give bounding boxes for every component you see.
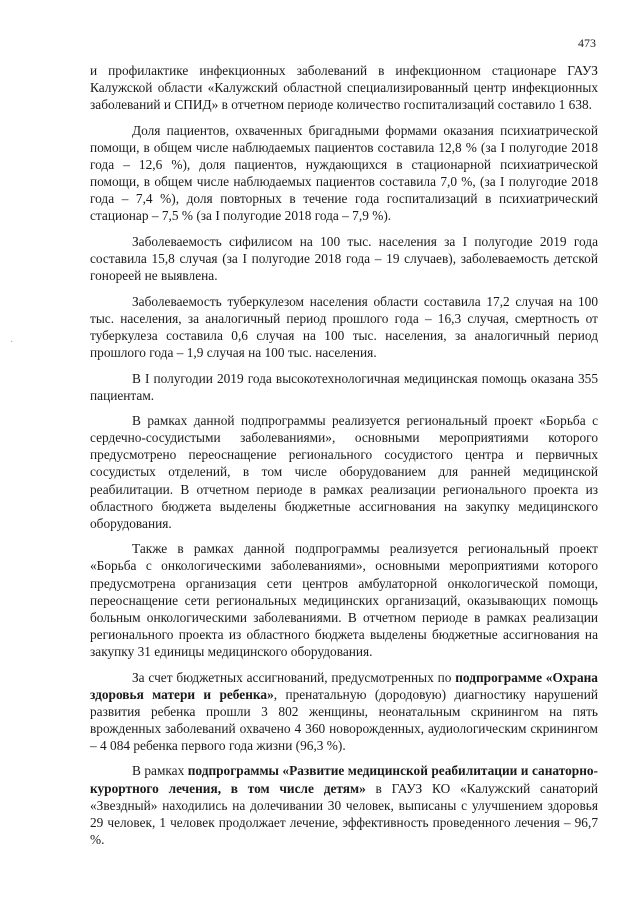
bold-text-run: подпрограмме «Охрана здоровья матери и ребенка» xyxy=(90,669,598,702)
paragraph xyxy=(90,62,598,113)
text-run: В рамках xyxy=(132,763,188,779)
paragraph xyxy=(90,233,598,284)
paragraph xyxy=(90,412,598,532)
text-run: За счет бюджетных ассигнований, предусмотренных по xyxy=(132,669,456,685)
paragraph xyxy=(90,540,598,660)
paragraph xyxy=(90,122,598,225)
document-body xyxy=(90,62,598,856)
text-run: Доля пациентов, охваченных бригадными формами оказания психиатрической помощи, в общем числе наблюдаемых пациентов составила 12,8 % (за I полугодие 2018 года – 12,6 %), доля пациентов, нуждающихся в стационарной психиатрической помощи, в общем числе наблюдаемых пациентов составила 7,0 %, (за I полугодие 2018 года – 7,4 %), доля повторных в течение года госпитализаций в психиатрический стационар – 7,5 % (за I полугодие 2018 года – 7,9 %). xyxy=(90,122,598,224)
text-run: и профилактике инфекционных заболеваний в инфекционном стационаре ГАУЗ Калужской области «Калужский областной специализированный центр инфекционных заболеваний и СПИД» в отчетном периоде количество госпитализаций составило 1 638. xyxy=(90,63,598,113)
paragraph xyxy=(90,669,598,754)
paragraph xyxy=(90,762,598,847)
text-run: В рамках данной подпрограммы реализуется региональный проект «Борьба с сердечно-сосудистыми заболеваниями», основными мероприятиями которого предусмотрено переоснащение регионального сосудистого центра и первичных сосудистых отделений, в том числе оборудованием для ранней медицинской реабилитации. В отчетном периоде в рамках реализации регионального проекта из областного бюджета выделены бюджетные ассигнования на закупку медицинского оборудования. xyxy=(90,413,598,531)
margin-mark: · xyxy=(10,337,14,348)
text-run: Заболеваемость туберкулезом населения области составила 17,2 случая на 100 тыс. населения, за аналогичный период прошлого года – 16,3 случая, смертность от туберкулеза составила 0,6 случая на 100 тыс. населения, за аналогичный период прошлого года – 1,9 случая на 100 тыс. населения. xyxy=(90,293,598,360)
bold-text-run: подпрограммы «Развитие медицинской реабилитации и санаторно-курортного лечения, в том числе детям» xyxy=(90,763,598,796)
text-run: в ГАУЗ КО «Калужский санаторий «Звездный» находились на долечивании 30 человек, выписаны с улучшением здоровья 29 человек, 1 человек продолжает лечение, эффективность проведенного лечения – 96,7 %. xyxy=(90,780,598,847)
text-run: Заболеваемость сифилисом на 100 тыс. населения за I полугодие 2019 года составила 15,8 случая (за I полугодие 2018 года – 19 случаев), заболеваемость детской гонореей не выявлена. xyxy=(90,233,598,284)
paragraph xyxy=(90,293,598,361)
text-run: , пренатальную (дородовую) диагностику нарушений развития ребенка прошли 3 802 женщины, неонатальным скринингом на пять врожденных заболеваний охвачено 4 360 новорожденных, аудиологическим скринингом – 4 084 ребенка первого года жизни (96,3 %). xyxy=(90,686,598,753)
text-run: Также в рамках данной подпрограммы реализуется региональный проект «Борьба с онкологическими заболеваниями», основными мероприятиями которого предусмотрена организация сети центров амбулаторной онкологической помощи, переоснащение сети региональных медицинских организаций, оказывающих помощь больным онкологическими заболеваниями. В отчетном периоде в рамках реализации регионального проекта из областного бюджета выделены бюджетные ассигнования на закупку 31 единицы медицинского оборудования. xyxy=(90,541,598,659)
page-number: 473 xyxy=(578,36,596,50)
paragraph xyxy=(90,370,598,404)
text-run: В I полугодии 2019 года высокотехнологичная медицинская помощь оказана 355 пациентам. xyxy=(90,370,598,403)
